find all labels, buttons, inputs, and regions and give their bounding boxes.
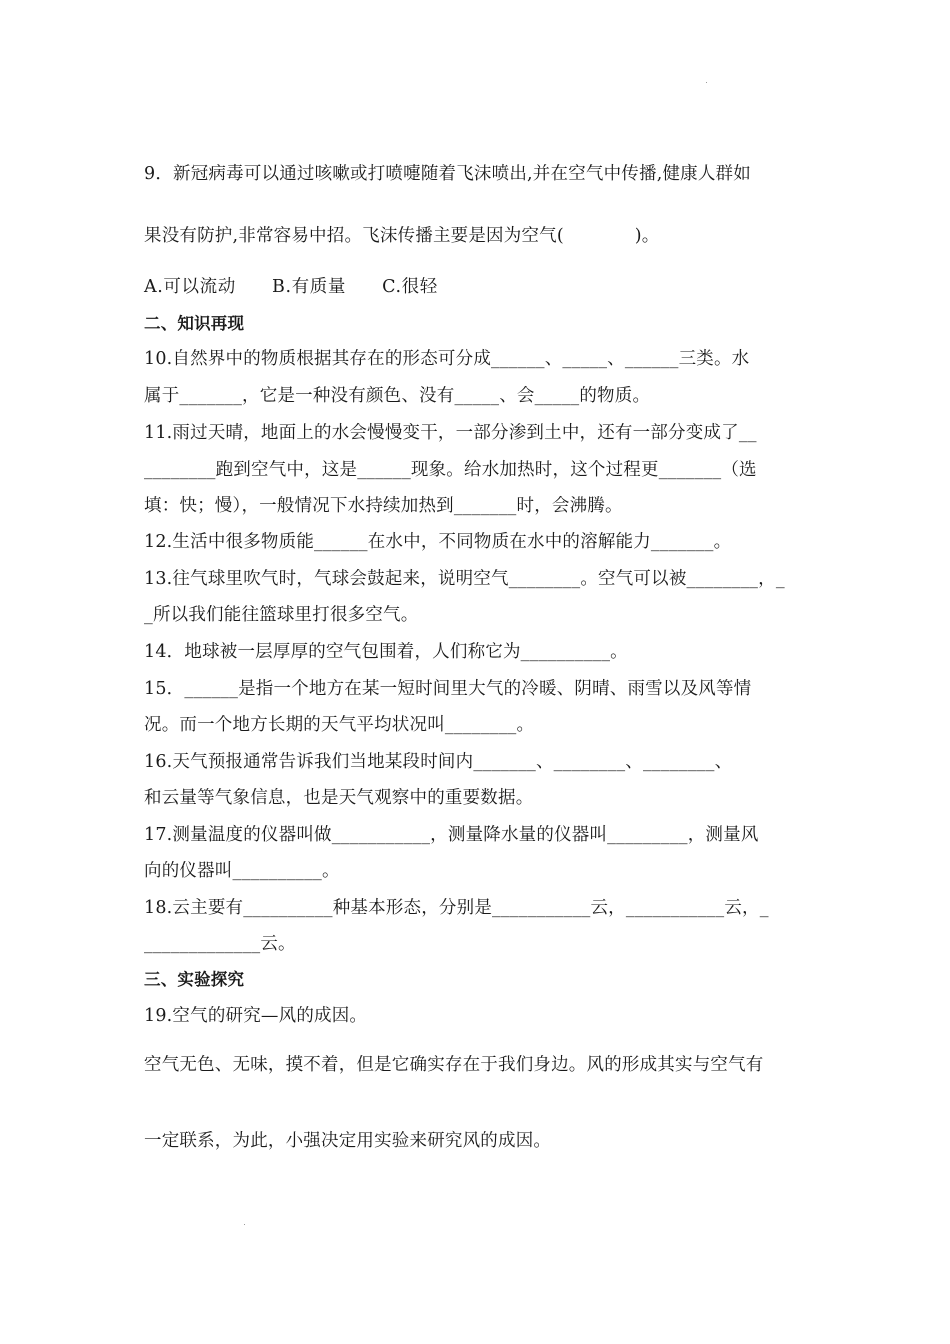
question-16-line-1: 16.天气预报通常告诉我们当地某段时间内_______、________、________、 bbox=[144, 752, 733, 772]
question-19-paragraph-line-1: 空气无色、无味，摸不着，但是它确实存在于我们身边。风的形成其实与空气有 bbox=[144, 1055, 764, 1075]
section-3-title: 三、实验探究 bbox=[144, 970, 245, 989]
question-15-line-2: 况。而一个地方长期的天气平均状况叫________。 bbox=[144, 715, 535, 735]
question-11-line-2: ________跑到空气中，这是______现象。给水加热时，这个过程更_______（选 bbox=[144, 460, 757, 480]
question-13-line-2: _所以我们能往篮球里打很多空气。 bbox=[144, 605, 419, 625]
question-9-line-2: 果没有防护,非常容易中招。飞沫传播主要是因为空气( )。 bbox=[144, 226, 660, 246]
question-11-line-1: 11.雨过天晴，地面上的水会慢慢变干，一部分渗到土中，还有一部分变成了__ bbox=[144, 423, 757, 443]
question-9-options: A.可以流动 B.有质量 C.很轻 bbox=[144, 277, 438, 297]
question-18-line-1: 18.云主要有__________种基本形态，分别是___________云，___________云，_ bbox=[144, 898, 769, 918]
question-19-title: 19.空气的研究—风的成因。 bbox=[144, 1006, 368, 1026]
scan-speck-top bbox=[706, 82, 707, 83]
question-9-line-1: 9．新冠病毒可以通过咳嗽或打喷嚏随着飞沫喷出,并在空气中传播,健康人群如 bbox=[144, 164, 751, 184]
question-16-line-2: 和云量等气象信息，也是天气观察中的重要数据。 bbox=[144, 788, 534, 808]
question-13-line-1: 13.往气球里吹气时，气球会鼓起来，说明空气________。空气可以被________，_ bbox=[144, 569, 785, 589]
question-15-line-1: 15．______是指一个地方在某一短时间里大气的冷暖、阴晴、雨雪以及风等情 bbox=[144, 679, 752, 699]
question-17-line-2: 向的仪器叫__________。 bbox=[144, 861, 340, 881]
section-2-title: 二、知识再现 bbox=[144, 314, 245, 333]
question-10-line-2: 属于_______，它是一种没有颜色、没有_____、会_____的物质。 bbox=[144, 386, 651, 406]
question-11-line-3: 填：快；慢），一般情况下水持续加热到_______时，会沸腾。 bbox=[144, 496, 623, 516]
question-18-line-2: _____________云。 bbox=[144, 934, 296, 954]
question-14: 14．地球被一层厚厚的空气包围着，人们称它为__________。 bbox=[144, 642, 628, 662]
question-12: 12.生活中很多物质能______在水中，不同物质在水中的溶解能力_______。 bbox=[144, 532, 732, 552]
scan-speck-bottom bbox=[244, 1224, 245, 1225]
question-17-line-1: 17.测量温度的仪器叫做___________，测量降水量的仪器叫_________，测量风 bbox=[144, 825, 759, 845]
question-19-paragraph-line-2: 一定联系，为此，小强决定用实验来研究风的成因。 bbox=[144, 1131, 552, 1151]
question-10-line-1: 10.自然界中的物质根据其存在的形态可分成______、_____、______三类。水 bbox=[144, 349, 750, 369]
